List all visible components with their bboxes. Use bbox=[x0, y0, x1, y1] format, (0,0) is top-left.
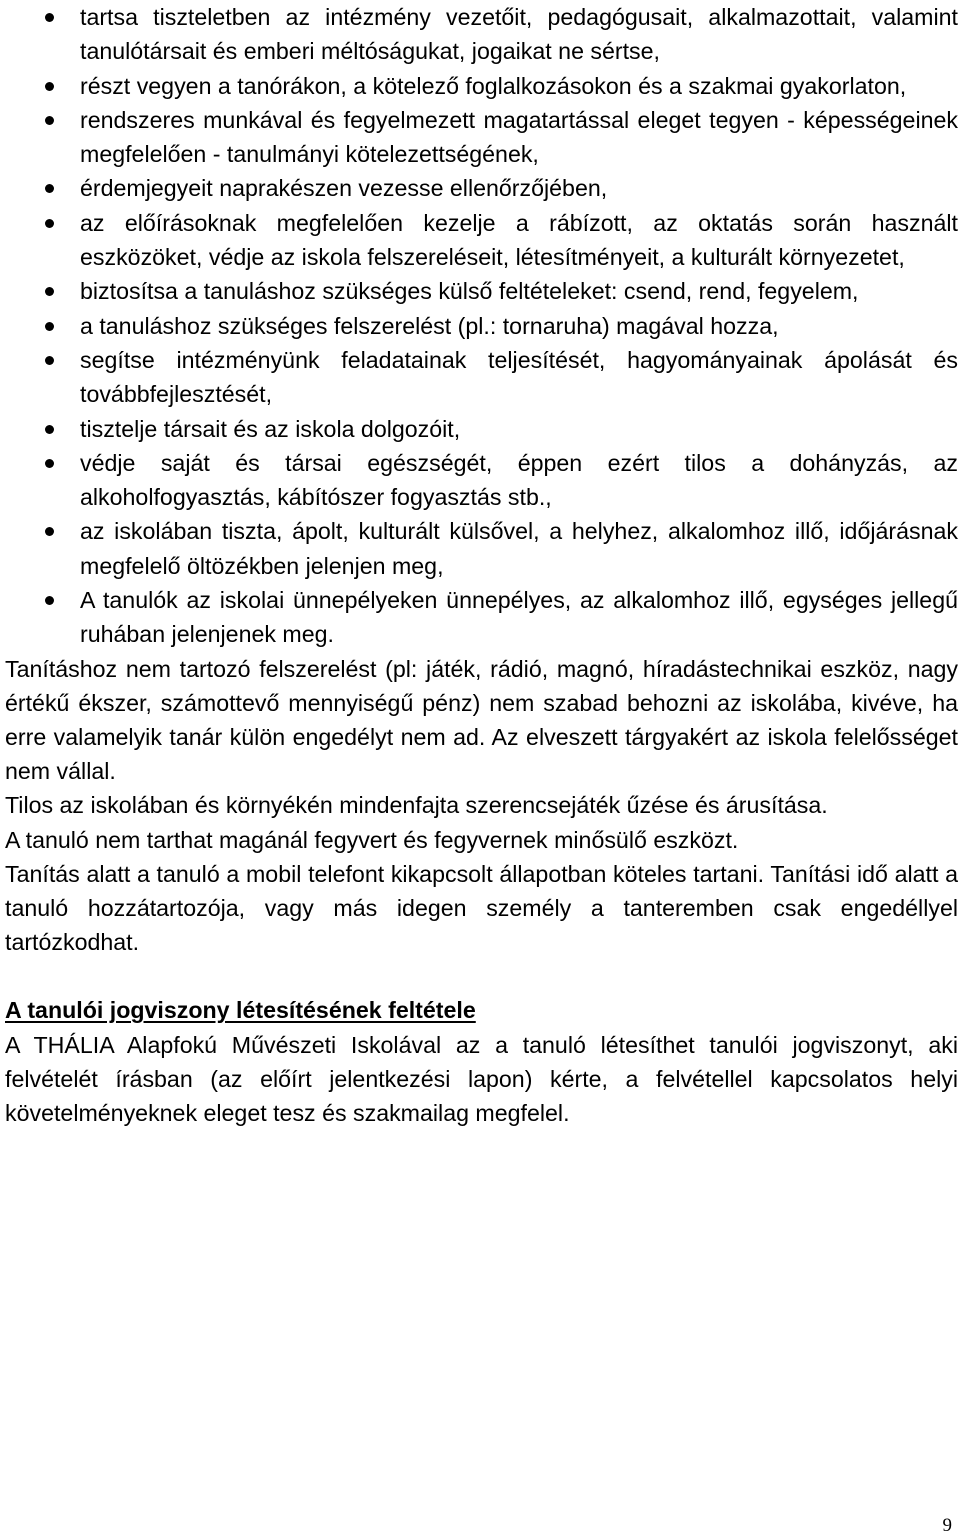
paragraph-weapons: A tanuló nem tarthat magánál fegyvert és fegyvernek minősülő eszközt. bbox=[5, 826, 739, 853]
list-item-text: részt vegyen a tanórákon, a kötelező foglalkozásokon és a szakmai gyakorlaton, bbox=[80, 72, 907, 99]
paragraph-mobile-phone: Tanítás alatt a tanuló a mobil telefont kikapcsolt állapotban köteles tartani. Tanítási idő alatt a tanuló hozzátartozója, vagy más idegen személy a tanteremben csak engedéllyel tartózkodhat. bbox=[5, 860, 958, 956]
list-item-text: a tanuláshoz szükséges felszerelést (pl.: tornaruha) magával hozza, bbox=[80, 312, 779, 339]
list-item-text: érdemjegyeit naprakészen vezesse ellenőrzőjében, bbox=[80, 175, 608, 202]
list-item-text: tartsa tiszteletben az intézmény vezetőit, pedagógusait, alkalmazottait, valamint tanulótársait és emberi méltóságukat, jogaikat ne sértse, bbox=[80, 4, 958, 65]
paragraph-gambling: Tilos az iskolában és környékén mindenfajta szerencsejáték űzése és árusítása. bbox=[5, 792, 828, 819]
bullet-icon bbox=[45, 527, 54, 536]
list-item bbox=[5, 103, 958, 172]
bullet-icon bbox=[45, 356, 54, 365]
list-item bbox=[5, 412, 958, 446]
list-item-text: A tanulók az iskolai ünnepélyeken ünnepélyes, az alkalomhoz illő, egységes jellegű ruhában jelenjenek meg. bbox=[80, 587, 958, 648]
list-item bbox=[5, 446, 958, 515]
list-item bbox=[5, 206, 958, 275]
list-item-text: védje saját és társai egészségét, éppen ezért tilos a dohányzás, az alkoholfogyasztás, kábítószer fogyasztás stb., bbox=[80, 449, 958, 511]
page-number: 9 bbox=[942, 1515, 952, 1536]
section-title: A tanulói jogviszony létesítésének feltétele bbox=[5, 997, 476, 1024]
list-item bbox=[5, 514, 958, 583]
bullet-icon bbox=[45, 116, 54, 125]
bullet-icon bbox=[45, 459, 54, 468]
bullet-icon bbox=[45, 287, 54, 296]
list-item-text: biztosítsa a tanuláshoz szükséges külső feltételeket: csend, rend, fegyelem, bbox=[80, 278, 859, 305]
list-item bbox=[5, 309, 958, 343]
list-item bbox=[5, 343, 958, 412]
rules-bullet-list bbox=[5, 0, 958, 652]
bullet-icon bbox=[45, 13, 54, 22]
list-item-text: segítse intézményünk feladatainak teljesítését, hagyományainak ápolását és továbbfejlesztését, bbox=[80, 346, 958, 408]
list-item-text: az iskolában tiszta, ápolt, kulturált külsővel, a helyhez, alkalomhoz illő, időjárásnak megfelelő öltözékben jelenjen meg, bbox=[80, 518, 958, 579]
list-item-text: rendszeres munkával és fegyelmezett magatartással eleget tegyen - képességeinek megfelelően - tanulmányi kötelezettségének, bbox=[80, 106, 958, 168]
bullet-icon bbox=[45, 425, 54, 434]
rules-paragraphs bbox=[5, 652, 958, 960]
bullet-icon bbox=[45, 596, 54, 605]
paragraph-equipment: Tanításhoz nem tartozó felszerelést (pl: játék, rádió, magnó, híradástechnikai eszköz, nagy értékű ékszer, számottevő mennyiségű pénz) nem szabad behozni az iskolába, kivéve, ha erre valamelyik tanár külön engedélyt nem ad. Az elveszett tárgyakért az iskola felelősséget nem vállal. bbox=[5, 655, 958, 785]
list-item bbox=[5, 0, 958, 69]
bullet-icon bbox=[45, 82, 54, 91]
bullet-icon bbox=[45, 219, 54, 228]
list-item-text: tisztelje társait és az iskola dolgozóit, bbox=[80, 415, 461, 442]
list-item bbox=[5, 69, 958, 103]
document-page bbox=[5, 0, 958, 1130]
bullet-icon bbox=[45, 322, 54, 331]
section-body-container bbox=[5, 1028, 958, 1131]
list-item-text: az előírásoknak megfelelően kezelje a rábízott, az oktatás során használt eszközöket, védje az iskola felszereléseit, létesítményeit, a kulturált környezetet, bbox=[80, 209, 958, 271]
list-item bbox=[5, 171, 958, 205]
list-item bbox=[5, 583, 958, 652]
bullet-icon bbox=[45, 184, 54, 193]
section-body: A THÁLIA Alapfokú Művészeti Iskolával az a tanuló létesíthet tanulói jogviszonyt, aki felvételét írásban (az előírt jelentkezési lapon) kérte, a felvétellel kapcsolatos helyi követelményeknek eleget tesz és szakmailag megfelel. bbox=[5, 1031, 958, 1127]
list-item bbox=[5, 274, 958, 308]
